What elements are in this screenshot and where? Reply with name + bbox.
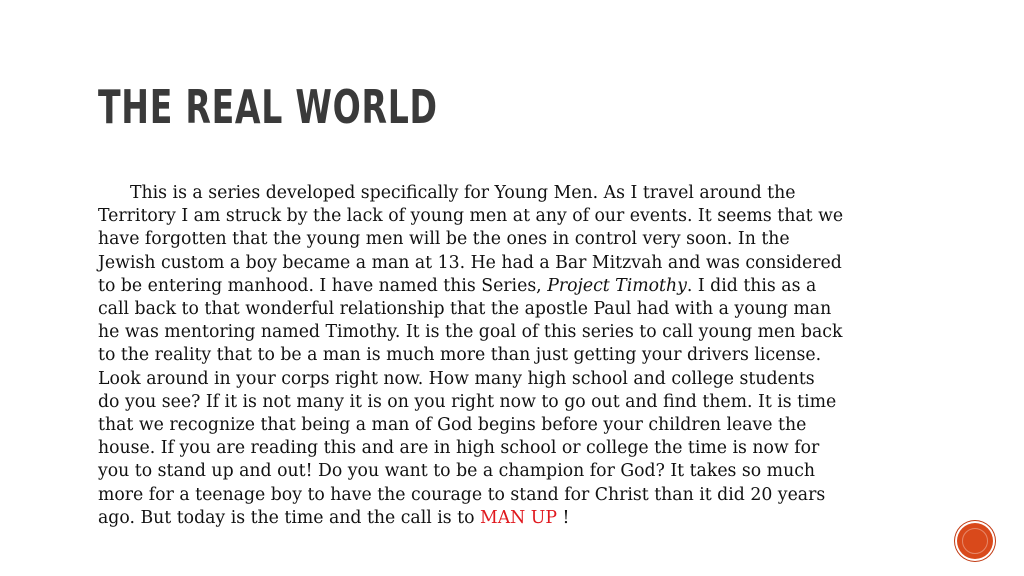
body-line: have forgotten that the young men will be the ones in control very soon. In the	[98, 229, 790, 250]
body-line: call back to that wonderful relationship that the apostle Paul had with a young man	[98, 299, 832, 320]
body-paragraph	[98, 182, 928, 530]
body-line-series	[98, 275, 928, 298]
body-line: you to stand up and out! Do you want to be a champion for God? It takes so much	[98, 461, 816, 482]
man-up-highlight: MAN UP	[480, 507, 557, 528]
body-line-text: !	[556, 507, 570, 528]
body-line: Look around in your corps right now. How many high school and college students	[98, 368, 815, 389]
body-line: more for a teenage boy to have the courage to stand for Christ than it did 20 years	[98, 484, 826, 505]
body-line: that we recognize that being a man of God begins before your children leave the	[98, 415, 807, 436]
body-line: This is a series developed specifically for Young Men. As I travel around the	[130, 183, 796, 203]
slide-number-badge-icon	[957, 523, 993, 559]
body-line: to the reality that to be a man is much more than just getting your drivers license.	[98, 345, 822, 366]
body-line: do you see? If it is not many it is on you right now to go out and find them. It is time	[98, 391, 837, 412]
body-line: house. If you are reading this and are in high school or college the time is now for	[98, 438, 820, 459]
body-line-text: . I did this as a	[686, 275, 817, 296]
body-line-final	[98, 507, 928, 530]
body-line: Jewish custom a boy became a man at 13. He had a Bar Mitzvah and was considered	[98, 252, 842, 273]
body-line: he was mentoring named Timothy. It is the goal of this series to call young men back	[98, 322, 843, 343]
series-name: Project Timothy	[547, 275, 687, 296]
body-line-text: ago. But today is the time and the call is to	[98, 507, 475, 528]
body-line: Territory I am struck by the lack of young men at any of our events. It seems that we	[98, 206, 844, 227]
body-line-text: to be entering manhood. I have named this Series,	[98, 275, 542, 296]
slide-title: THE REAL WORLD	[98, 80, 438, 134]
